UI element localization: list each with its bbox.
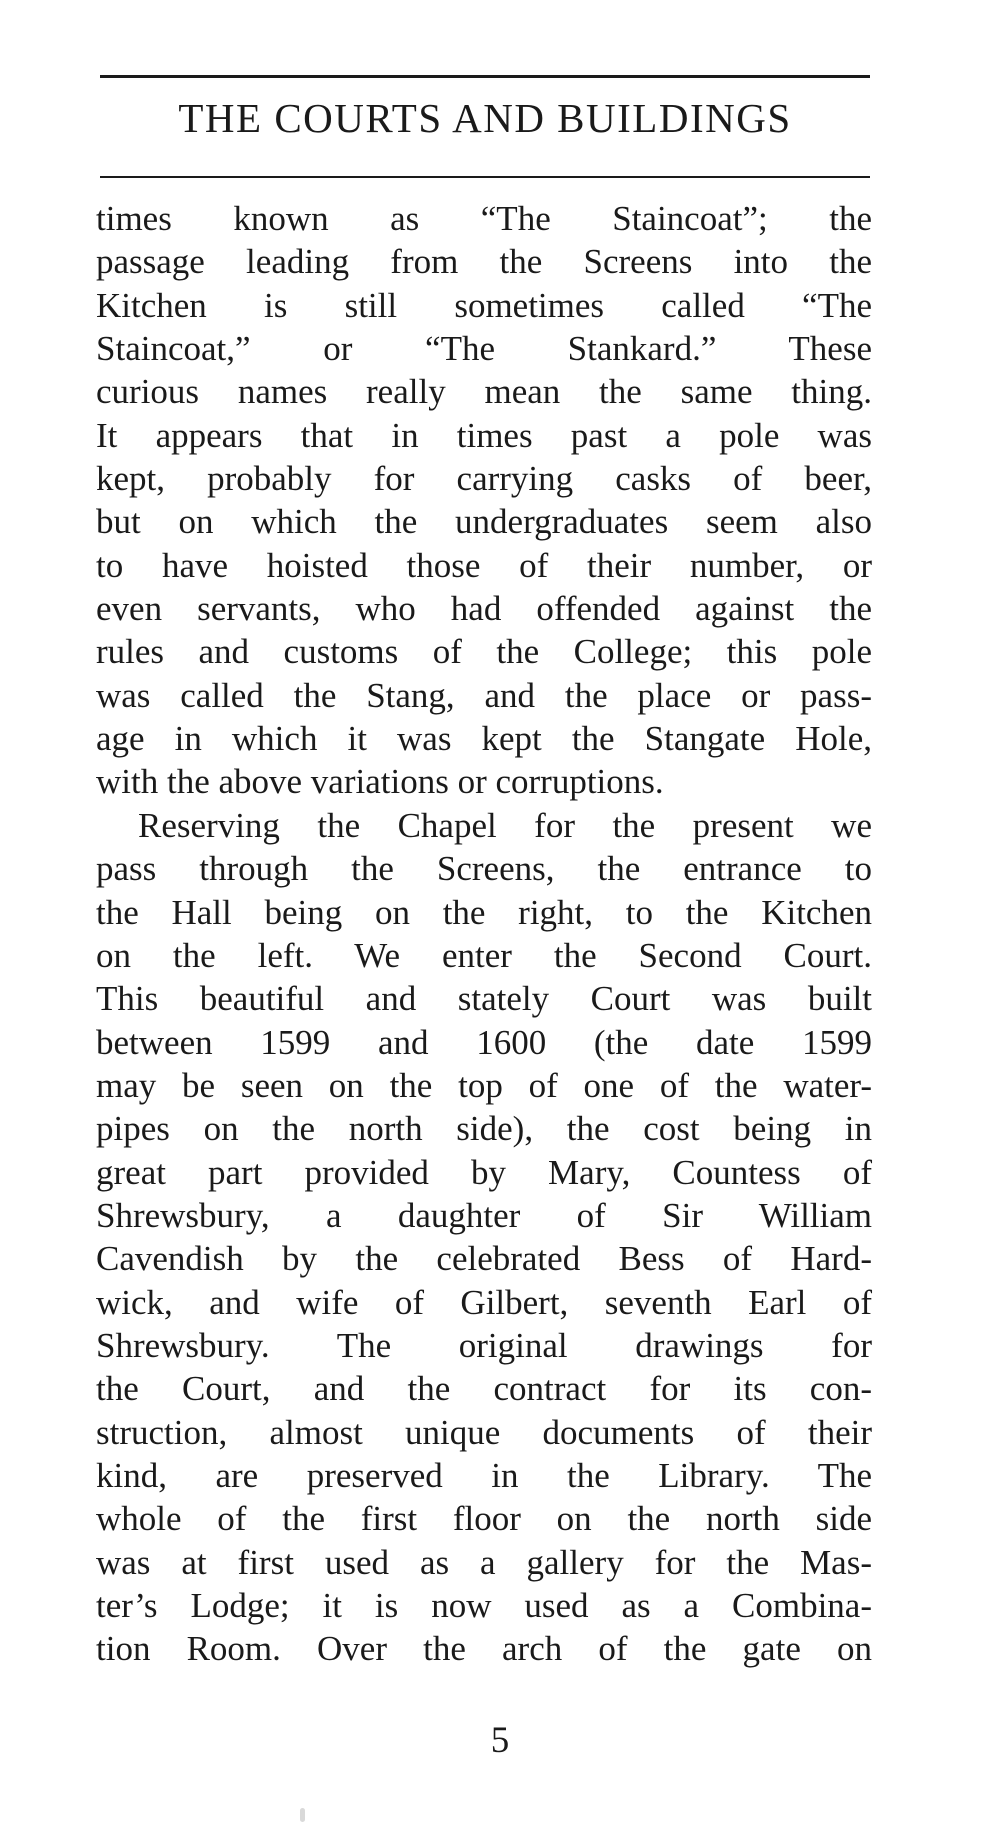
text-line: Shrewsbury, a daughter of Sir William	[96, 1195, 872, 1235]
text-line: whole of the first floor on the north side	[96, 1499, 872, 1539]
text-line: age in which it was kept the Stangate Hole,	[96, 719, 872, 759]
text-line: on the left. We enter the Second Court.	[96, 935, 872, 975]
paragraph-2	[96, 804, 872, 1671]
text-line: struction, almost unique documents of their	[96, 1412, 872, 1452]
text-line: Shrewsbury. The original drawings for	[96, 1325, 872, 1365]
text-line: great part provided by Mary, Countess of	[96, 1152, 872, 1192]
text-line: ter’s Lodge; it is now used as a Combina-	[96, 1586, 872, 1625]
text-line: pipes on the north side), the cost being in	[96, 1109, 872, 1149]
text-line: may be seen on the top of one of the water-	[96, 1065, 872, 1105]
paragraph-1	[96, 197, 872, 804]
text-line: the Court, and the contract for its con-	[96, 1369, 872, 1409]
text-line: was called the Stang, and the place or pass-	[96, 675, 872, 715]
text-line: was at first used as a gallery for the Mas-	[96, 1542, 872, 1582]
header-rule-top	[100, 75, 870, 78]
text-line: Reserving the Chapel for the present we	[138, 805, 872, 845]
text-line: times known as “The Staincoat”; the	[96, 199, 872, 238]
text-line: but on which the undergraduates seem also	[96, 502, 872, 542]
text-line: between 1599 and 1600 (the date 1599	[96, 1022, 872, 1062]
text-line: tion Room. Over the arch of the gate on	[96, 1629, 872, 1669]
text-line: kept, probably for carrying casks of beer,	[96, 459, 872, 499]
page-number: 5	[490, 1720, 510, 1761]
running-head: THE COURTS AND BUILDINGS	[178, 95, 792, 141]
text-line: It appears that in times past a pole was	[96, 415, 872, 455]
text-line: Kitchen is still sometimes called “The	[96, 285, 872, 325]
text-line: rules and customs of the College; this pole	[96, 632, 872, 672]
paper-smudge	[300, 1808, 305, 1822]
text-line: This beautiful and stately Court was built	[96, 979, 872, 1019]
header-rule-bottom	[100, 176, 870, 178]
text-line: curious names really mean the same thing.	[96, 372, 872, 412]
body-text	[96, 197, 872, 1671]
text-line: even servants, who had offended against the	[96, 589, 872, 629]
text-line: Staincoat,” or “The Stankard.” These	[96, 329, 872, 369]
text-line: Cavendish by the celebrated Bess of Hard-	[96, 1239, 872, 1279]
text-line: wick, and wife of Gilbert, seventh Earl of	[96, 1282, 872, 1322]
text-line: pass through the Screens, the entrance to	[96, 849, 872, 889]
text-line: kind, are preserved in the Library. The	[96, 1455, 872, 1495]
text-line: to have hoisted those of their number, or	[96, 545, 872, 585]
text-line: the Hall being on the right, to the Kitchen	[96, 892, 872, 932]
text-line: with the above variations or corruptions.	[96, 762, 664, 802]
text-line: passage leading from the Screens into the	[96, 242, 872, 282]
